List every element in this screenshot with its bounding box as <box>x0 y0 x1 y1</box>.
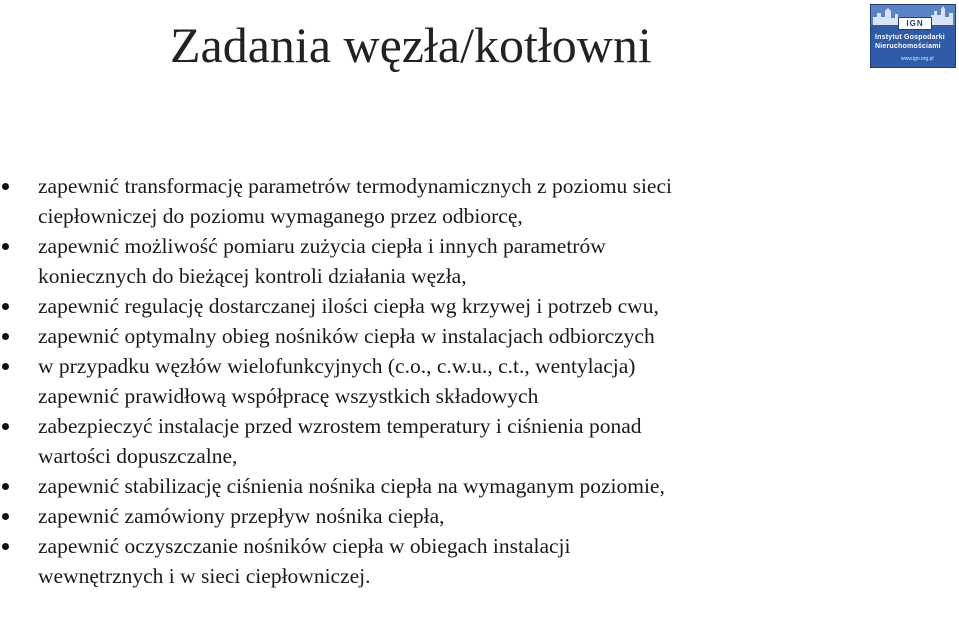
bullet-line: zapewnić możliwość pomiaru zużycia ciepła i innych parametrów <box>38 234 606 258</box>
logo-badge: IGN <box>898 17 932 30</box>
bullet-list <box>0 171 959 591</box>
bullet-dot-icon <box>2 543 9 550</box>
bullet-dot-icon <box>2 303 9 310</box>
bullet-dot-icon <box>2 333 9 340</box>
logo-line-1: Instytut Gospodarki <box>875 34 945 41</box>
bullet-line: wewnętrznych i w sieci ciepłowniczej. <box>38 564 371 588</box>
ign-logo <box>870 4 956 68</box>
bullet-item <box>0 231 959 291</box>
bullet-line: zapewnić prawidłową współpracę wszystkich składowych <box>38 384 539 408</box>
bullet-dot-icon <box>2 423 9 430</box>
bullet-item <box>0 321 959 351</box>
bullet-line: zabezpieczyć instalacje przed wzrostem temperatury i ciśnienia ponad <box>38 414 642 438</box>
bullet-dot-icon <box>2 363 9 370</box>
bullet-item <box>0 171 959 231</box>
bullet-line: koniecznych do bieżącej kontroli działania węzła, <box>38 264 467 288</box>
bullet-dot-icon <box>2 183 9 190</box>
bullet-line: ciepłowniczej do poziomu wymaganego przez odbiorcę, <box>38 204 523 228</box>
logo-line-2: Nieruchomościami <box>875 43 941 50</box>
bullet-line: zapewnić oczyszczanie nośników ciepła w obiegach instalacji <box>38 534 571 558</box>
bullet-item <box>0 411 959 471</box>
bullet-item <box>0 291 959 321</box>
logo-url: www.ign.org.pl <box>901 56 934 62</box>
bullet-line: w przypadku węzłów wielofunkcyjnych (c.o., c.w.u., c.t., wentylacja) <box>38 354 636 378</box>
bullet-line: zapewnić optymalny obieg nośników ciepła w instalacjach odbiorczych <box>38 324 655 348</box>
bullet-item <box>0 351 959 411</box>
bullet-dot-icon <box>2 483 9 490</box>
bullet-line: zapewnić zamówiony przepływ nośnika ciepła, <box>38 504 445 528</box>
bullet-line: wartości dopuszczalne, <box>38 444 238 468</box>
bullet-line: zapewnić transformację parametrów termodynamicznych z poziomu sieci <box>38 174 672 198</box>
bullet-dot-icon <box>2 243 9 250</box>
bullet-item <box>0 531 959 591</box>
bullet-item <box>0 471 959 501</box>
bullet-dot-icon <box>2 513 9 520</box>
bullet-item <box>0 501 959 531</box>
slide-title: Zadania węzła/kotłowni <box>170 17 652 73</box>
bullet-line: zapewnić stabilizację ciśnienia nośnika ciepła na wymaganym poziomie, <box>38 474 665 498</box>
bullet-line: zapewnić regulację dostarczanej ilości ciepła wg krzywej i potrzeb cwu, <box>38 294 659 318</box>
